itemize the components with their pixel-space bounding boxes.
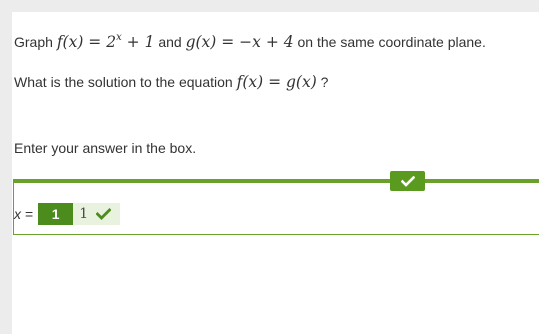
f-expression-lhs: f(x) = 2 xyxy=(56,33,117,51)
intro-text-after: on the same coordinate plane. xyxy=(297,34,486,50)
answer-status-bar xyxy=(14,179,539,183)
answer-variable: x xyxy=(14,206,21,222)
answer-instruction: Enter your answer in the box. xyxy=(14,140,197,156)
check-icon xyxy=(96,208,111,220)
answer-input[interactable]: 1 xyxy=(38,203,73,225)
intro-text-before: Graph xyxy=(14,34,53,50)
equation-expression: f(x) = g(x) xyxy=(236,73,317,91)
correct-answer-value: 1 xyxy=(79,206,89,222)
question-prompt xyxy=(14,73,328,91)
question-card xyxy=(12,12,539,334)
prompt-text-after: ? xyxy=(320,74,329,90)
prompt-text-before: What is the solution to the equation xyxy=(14,74,233,90)
correct-status-tab xyxy=(390,171,425,191)
question-intro xyxy=(14,33,486,51)
answer-row xyxy=(14,202,120,226)
f-expression-exponent: x xyxy=(116,32,122,43)
answer-box xyxy=(13,179,539,235)
correct-answer-indicator xyxy=(73,203,120,225)
intro-text-and: and xyxy=(158,34,182,50)
g-expression: g(x) = −x + 4 xyxy=(185,33,294,51)
answer-equals: = xyxy=(25,206,34,222)
f-expression-rhs: + 1 xyxy=(121,33,155,51)
check-icon xyxy=(401,176,415,187)
f-expression xyxy=(57,33,155,51)
